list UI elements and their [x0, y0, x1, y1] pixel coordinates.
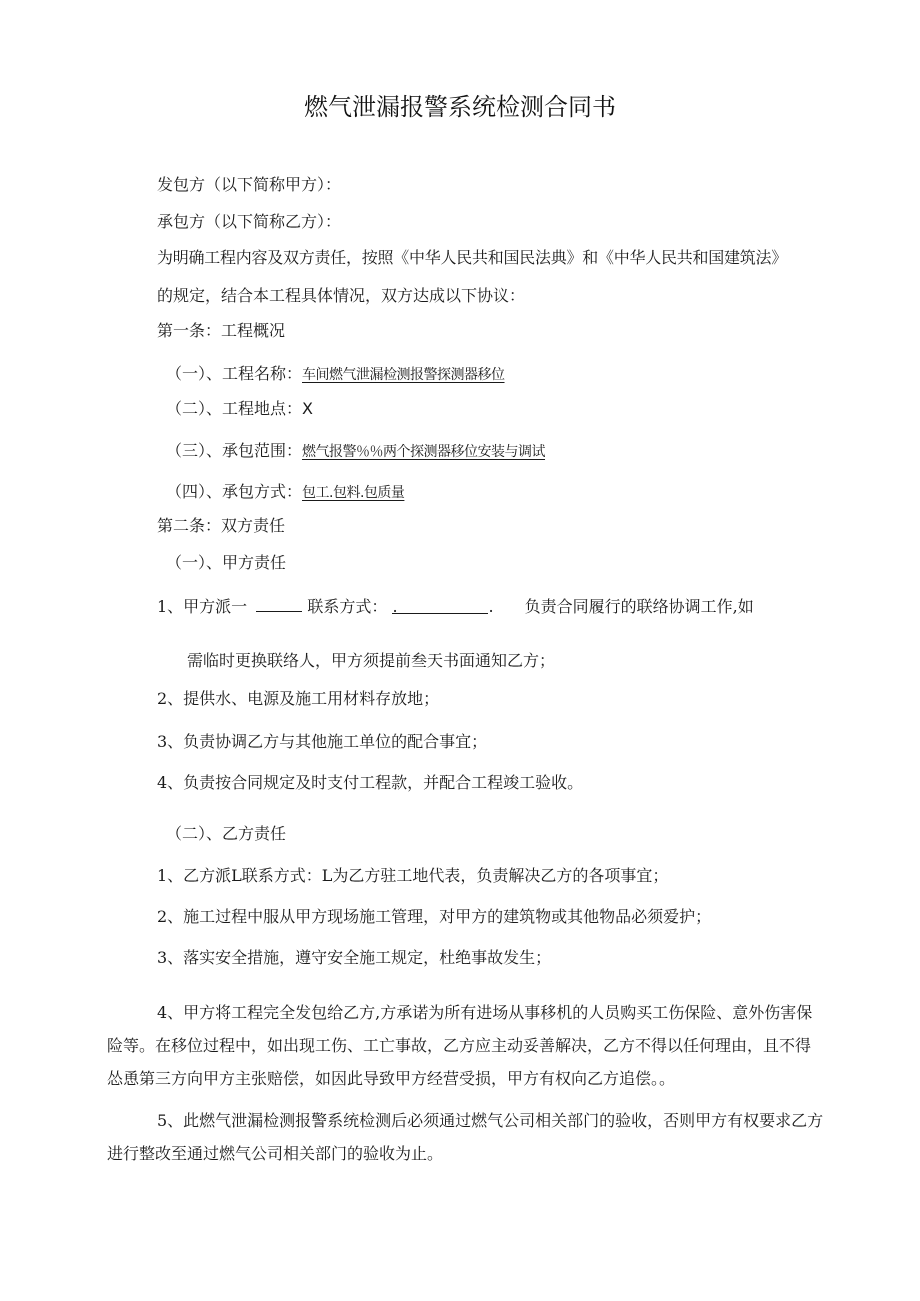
- contract-scope-row: [166, 440, 545, 463]
- party-a-duty-4: 4、负责按合同规定及时支付工程款，并配合工程竣工验收。: [157, 773, 584, 792]
- party-a-duty-1-continued: 需临时更换联络人，甲方须提前叁天书面通知乙方；: [187, 651, 556, 670]
- article-2-heading: 第二条：双方责任: [157, 516, 286, 535]
- preamble-line-2: 的规定，结合本工程具体情况，双方达成以下协议：: [157, 286, 526, 305]
- party-b-duties-heading: （二）、乙方责任: [166, 824, 287, 843]
- contract-method-value: 包工.包料.包质量: [302, 485, 405, 501]
- document-title: 燃气泄漏报警系统检测合同书: [304, 93, 616, 121]
- project-name-label: （一）、工程名称：: [166, 364, 303, 383]
- blank-dot-left: .: [392, 597, 398, 616]
- party-a-duty-1-suffix: 负责合同履行的联络协调工作,如: [524, 597, 754, 616]
- party-a-duty-1-prefix: 1、甲方派一: [157, 597, 248, 616]
- article-1-heading: 第一条：工程概况: [157, 321, 286, 340]
- party-b-duty-1: 1、乙方派L联系方式：L为乙方驻工地代表，负责解决乙方的各项事宜；: [157, 866, 669, 885]
- contact-info-blank: [392, 596, 488, 614]
- party-b-duty-4: 4、甲方将工程完全发包给乙方,方承诺为所有进场从事移机的人员购买工伤保险、意外伤害保险等。在移位过程中，如出现工伤、工亡事故，乙方应主动妥善解决，乙方不得以任何理由，且不得怂恿第三方向甲方主张赔偿，如因此导致甲方经营受损，甲方有权向乙方追偿。。: [107, 1003, 813, 1088]
- contract-method-label: （四）、承包方式：: [166, 482, 303, 501]
- blank-dot-right: .: [488, 597, 494, 616]
- project-location-row: [166, 398, 313, 420]
- party-a-line: 发包方（以下简称甲方）：: [157, 175, 342, 194]
- project-location-value: X: [302, 399, 313, 418]
- project-location-label: （二）、工程地点：: [166, 399, 303, 418]
- contract-scope-value: 燃气报警％％两个探测器移位安装与调试: [302, 444, 546, 460]
- project-name-value: 车间燃气泄漏检测报警探测器移位: [302, 367, 505, 383]
- liaison-name-blank: [256, 594, 302, 612]
- party-b-line: 承包方（以下简称乙方）：: [157, 212, 342, 231]
- party-a-duty-2: 2、提供水、电源及施工用材料存放地；: [157, 689, 440, 708]
- contract-scope-label: （三）、承包范围：: [166, 441, 303, 460]
- party-b-duty-3: 3、落实安全措施，遵守安全施工规定，杜绝事故发生；: [157, 948, 552, 967]
- party-a-duty-1-contact: 联系方式：: [307, 597, 388, 616]
- party-a-duty-1: [157, 594, 754, 618]
- preamble-line-1: 为明确工程内容及双方责任，按照《中华人民共和国民法典》和《中华人民共和国建筑法》: [157, 248, 788, 267]
- party-a-duties-heading: （一）、甲方责任: [166, 553, 287, 572]
- contract-method-row: [166, 481, 404, 504]
- party-a-duty-3: 3、负责协调乙方与其他施工单位的配合事宜；: [157, 732, 488, 751]
- project-name-row: [166, 363, 505, 386]
- party-b-duty-2: 2、施工过程中服从甲方现场施工管理，对甲方的建筑物或其他物品必须爱护；: [157, 907, 712, 926]
- party-b-duty-5: 5、此燃气泄漏检测报警系统检测后必须通过燃气公司相关部门的验收，否则甲方有权要求乙方进行整改至通过燃气公司相关部门的验收为止。: [107, 1111, 824, 1163]
